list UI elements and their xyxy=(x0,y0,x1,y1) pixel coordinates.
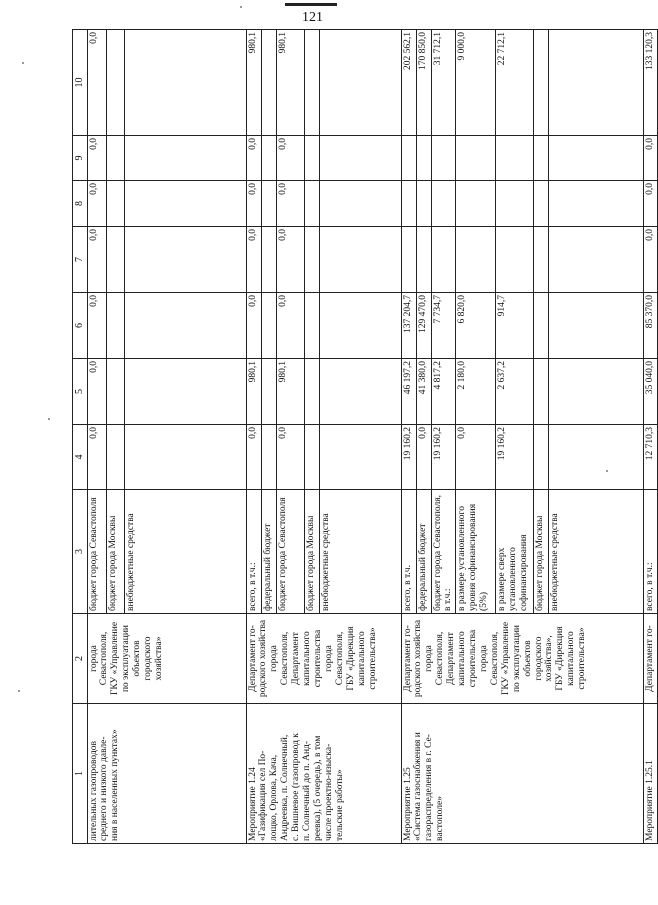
value-cell-col-9 xyxy=(549,136,644,181)
value-cell-col-9: 0,0 xyxy=(87,136,106,181)
column-number: 5 xyxy=(73,359,88,425)
value-cell-col-7 xyxy=(124,227,246,293)
value-cell-col-4 xyxy=(106,425,124,490)
value-cell-col-9 xyxy=(416,136,431,181)
activity-line: Андреевка, п. Солнечный, xyxy=(280,734,291,841)
executor-line: ГБУ «Дирекция xyxy=(555,626,566,691)
executor-line: города xyxy=(269,645,280,672)
funding-source-cell: бюджет города Москвы xyxy=(534,490,549,614)
executor-line: города xyxy=(88,645,99,672)
activity-line: газораспределения в г. Се- xyxy=(424,734,435,841)
executor-line: ГБУ «Дирекция xyxy=(345,626,356,691)
value-cell-col-7 xyxy=(456,227,496,293)
value-cell-col-4: 0,0 xyxy=(276,425,304,490)
value-cell-col-10 xyxy=(124,30,246,136)
value-cell-col-7 xyxy=(304,227,319,293)
table-row xyxy=(246,30,261,844)
executor-line: строительства xyxy=(313,629,324,688)
value-cell-col-6 xyxy=(261,293,276,359)
value-cell-col-8 xyxy=(496,181,534,227)
value-cell-col-7: 0,0 xyxy=(644,227,658,293)
value-cell-col-9 xyxy=(431,136,456,181)
value-cell-col-4: 19 160,2 xyxy=(401,425,416,490)
value-cell-col-4 xyxy=(304,425,319,490)
value-cell-col-9: 0,0 xyxy=(246,136,261,181)
value-cell-col-8 xyxy=(431,181,456,227)
value-cell-col-4: 12 710,3 xyxy=(644,425,658,490)
value-cell-col-4: 19 160,2 xyxy=(496,425,534,490)
activity-line: Мероприятие 1.25 xyxy=(402,767,413,841)
value-cell-col-5: 980,1 xyxy=(276,359,304,425)
value-cell-col-8 xyxy=(401,181,416,227)
value-cell-col-6: 914,7 xyxy=(496,293,534,359)
executor-line: строительства» xyxy=(577,627,588,690)
column-number: 7 xyxy=(73,227,88,293)
executor-line: капитального xyxy=(457,631,468,686)
scan-speck xyxy=(48,418,50,420)
value-cell-col-4 xyxy=(534,425,549,490)
funding-source-cell: бюджет города Москвы xyxy=(304,490,319,614)
value-cell-col-5 xyxy=(319,359,401,425)
value-cell-col-10: 31 712,1 xyxy=(431,30,456,136)
value-cell-col-7 xyxy=(416,227,431,293)
value-cell-col-4: 0,0 xyxy=(87,425,106,490)
value-cell-col-6 xyxy=(534,293,549,359)
value-cell-col-6 xyxy=(319,293,401,359)
activity-cell xyxy=(401,704,644,844)
value-cell-col-10: 980,1 xyxy=(276,30,304,136)
activity-line: реевка), (5 очередь), в том xyxy=(313,735,324,841)
funding-source-cell: бюджет города Севастополя xyxy=(87,490,106,614)
value-cell-col-9: 0,0 xyxy=(276,136,304,181)
column-number: 3 xyxy=(73,490,88,614)
value-cell-col-4: 0,0 xyxy=(456,425,496,490)
executor-cell xyxy=(87,614,246,704)
value-cell-col-9 xyxy=(534,136,549,181)
executor-line: Департамент xyxy=(291,632,302,685)
activity-line: числе проектно-изыска- xyxy=(323,743,334,841)
value-cell-col-8: 0,0 xyxy=(276,181,304,227)
executor-line: капитального xyxy=(302,631,313,686)
executor-line: ГКУ «Управление xyxy=(110,621,121,696)
executor-line: Департамент го- xyxy=(402,625,413,692)
value-cell-col-6 xyxy=(124,293,246,359)
activity-line: тельские работы» xyxy=(334,769,345,841)
value-cell-col-7 xyxy=(319,227,401,293)
scan-speck xyxy=(22,62,24,64)
executor-line: хозяйства» xyxy=(154,636,165,681)
value-cell-col-6 xyxy=(549,293,644,359)
value-cell-col-7 xyxy=(401,227,416,293)
value-cell-col-5 xyxy=(106,359,124,425)
executor-line: по эксплуатации xyxy=(121,624,132,693)
activity-cell xyxy=(644,704,658,844)
value-cell-col-10 xyxy=(319,30,401,136)
value-cell-col-5: 980,1 xyxy=(246,359,261,425)
executor-line: хозяйства», xyxy=(544,635,555,682)
executor-line: городского xyxy=(143,636,154,681)
executor-cell xyxy=(246,614,401,704)
activity-line: п. Солнечный до п. Анд- xyxy=(302,740,313,841)
funding-source-cell: федеральный бюджет xyxy=(261,490,276,614)
value-cell-col-7 xyxy=(431,227,456,293)
funding-source-cell: в размере установленного уровня софинансирования (5%) xyxy=(456,490,496,614)
value-cell-col-6 xyxy=(304,293,319,359)
value-cell-col-8 xyxy=(534,181,549,227)
value-cell-col-5 xyxy=(261,359,276,425)
value-cell-col-5: 46 197,2 xyxy=(401,359,416,425)
funding-source-cell: в размере сверх установленного софинансирования xyxy=(496,490,534,614)
value-cell-col-6: 7 734,7 xyxy=(431,293,456,359)
executor-line: родского хозяйства xyxy=(413,619,424,698)
column-number-row xyxy=(73,30,88,844)
activity-line: среднего и низкого давле- xyxy=(99,736,110,841)
value-cell-col-5: 4 817,2 xyxy=(431,359,456,425)
budget-table xyxy=(72,29,658,844)
value-cell-col-10: 170 850,0 xyxy=(416,30,431,136)
value-cell-col-10: 9 000,0 xyxy=(456,30,496,136)
column-number: 8 xyxy=(73,181,88,227)
value-cell-col-5: 2 637,2 xyxy=(496,359,534,425)
value-cell-col-10 xyxy=(549,30,644,136)
value-cell-col-10: 133 120,3 xyxy=(644,30,658,136)
activity-line: лительных газопроводов xyxy=(88,741,99,841)
rotated-table-container xyxy=(72,30,656,844)
value-cell-col-6: 129 470,0 xyxy=(416,293,431,359)
value-cell-col-4: 0,0 xyxy=(416,425,431,490)
executor-line: Севастополя, xyxy=(334,631,345,686)
activity-line: ния в населенных пунктах» xyxy=(110,729,121,841)
value-cell-col-9 xyxy=(106,136,124,181)
column-number: 2 xyxy=(73,614,88,704)
column-number: 6 xyxy=(73,293,88,359)
executor-line: Севастополя, xyxy=(489,631,500,686)
activity-cell xyxy=(87,704,246,844)
value-cell-col-4: 19 160,2 xyxy=(431,425,456,490)
funding-source-cell: бюджет города Севастополя xyxy=(276,490,304,614)
value-cell-col-5: 0,0 xyxy=(87,359,106,425)
value-cell-col-7 xyxy=(261,227,276,293)
executor-line: строительства xyxy=(468,629,479,688)
value-cell-col-7: 0,0 xyxy=(276,227,304,293)
page-number: 121 xyxy=(302,10,323,25)
value-cell-col-9 xyxy=(456,136,496,181)
value-cell-col-9 xyxy=(496,136,534,181)
executor-line: Севастополя, xyxy=(99,631,110,686)
value-cell-col-4 xyxy=(124,425,246,490)
funding-source-cell: бюджет города Москвы xyxy=(106,490,124,614)
executor-line: города xyxy=(424,645,435,672)
value-cell-col-6: 85 370,0 xyxy=(644,293,658,359)
value-cell-col-6: 6 820,0 xyxy=(456,293,496,359)
activity-line: лощко, Орлова, Кача, xyxy=(269,754,280,841)
value-cell-col-10: 980,1 xyxy=(246,30,261,136)
activity-line: «Газификация сел По- xyxy=(258,750,269,841)
value-cell-col-8 xyxy=(319,181,401,227)
table-row xyxy=(401,30,416,844)
column-number: 4 xyxy=(73,425,88,490)
table-row xyxy=(644,30,658,844)
value-cell-col-9 xyxy=(124,136,246,181)
executor-line: капитального xyxy=(356,631,367,686)
value-cell-col-8 xyxy=(456,181,496,227)
executor-line: Севастополя, xyxy=(435,631,446,686)
activity-line: «Система газоснабжения и xyxy=(413,732,424,841)
value-cell-col-9: 0,0 xyxy=(644,136,658,181)
executor-line: городского xyxy=(533,636,544,681)
activity-line: с. Вишневое (газопровод к xyxy=(291,733,302,841)
value-cell-col-6: 137 204,7 xyxy=(401,293,416,359)
executor-cell xyxy=(644,614,658,704)
funding-source-cell: внебюджетные средства xyxy=(124,490,246,614)
funding-source-cell: всего, в т.ч. xyxy=(401,490,416,614)
value-cell-col-10: 22 712,1 xyxy=(496,30,534,136)
value-cell-col-9 xyxy=(319,136,401,181)
value-cell-col-10: 202 562,1 xyxy=(401,30,416,136)
executor-line: объектов xyxy=(522,640,533,677)
value-cell-col-5: 41 380,0 xyxy=(416,359,431,425)
scan-top-mark xyxy=(285,3,337,6)
value-cell-col-10 xyxy=(106,30,124,136)
value-cell-col-10 xyxy=(304,30,319,136)
value-cell-col-6 xyxy=(106,293,124,359)
funding-source-cell: бюджет города Севастополя, в т.ч.: xyxy=(431,490,456,614)
executor-line: объектов xyxy=(132,640,143,677)
activity-cell xyxy=(246,704,401,844)
value-cell-col-5 xyxy=(304,359,319,425)
table-body xyxy=(73,30,658,844)
value-cell-col-8: 0,0 xyxy=(246,181,261,227)
executor-line: города xyxy=(478,645,489,672)
executor-line: строительства» xyxy=(367,627,378,690)
value-cell-col-8 xyxy=(106,181,124,227)
executor-line: Департамент го- xyxy=(645,625,656,692)
value-cell-col-5: 35 040,0 xyxy=(644,359,658,425)
value-cell-col-7 xyxy=(549,227,644,293)
value-cell-col-4: 0,0 xyxy=(246,425,261,490)
value-cell-col-5 xyxy=(124,359,246,425)
funding-source-cell: внебюджетные средства xyxy=(549,490,644,614)
value-cell-col-5: 2 180,0 xyxy=(456,359,496,425)
executor-line: по эксплуатации xyxy=(511,624,522,693)
executor-line: ГКУ «Управление xyxy=(500,621,511,696)
funding-source-cell: всего, в т.ч.: xyxy=(644,490,658,614)
value-cell-col-8 xyxy=(124,181,246,227)
value-cell-col-6: 0,0 xyxy=(87,293,106,359)
activity-line: вастополе» xyxy=(435,796,446,841)
executor-line: родского хозяйства xyxy=(258,619,269,698)
executor-line: капитального xyxy=(566,631,577,686)
executor-line: города xyxy=(323,645,334,672)
value-cell-col-9 xyxy=(261,136,276,181)
column-number: 9 xyxy=(73,136,88,181)
scan-speck xyxy=(240,6,242,8)
column-number: 1 xyxy=(73,704,88,844)
value-cell-col-6: 0,0 xyxy=(276,293,304,359)
value-cell-col-7 xyxy=(496,227,534,293)
value-cell-col-8 xyxy=(416,181,431,227)
funding-source-cell: всего, в т.ч.: xyxy=(246,490,261,614)
value-cell-col-7 xyxy=(534,227,549,293)
executor-line: Севастополя, xyxy=(280,631,291,686)
value-cell-col-8: 0,0 xyxy=(644,181,658,227)
column-number: 10 xyxy=(73,30,88,136)
activity-line: Мероприятие 1.25.1 xyxy=(645,760,656,841)
value-cell-col-9 xyxy=(304,136,319,181)
value-cell-col-10 xyxy=(261,30,276,136)
value-cell-col-10 xyxy=(534,30,549,136)
executor-cell xyxy=(401,614,644,704)
activity-line: Мероприятие 1.24 xyxy=(247,767,258,841)
value-cell-col-7: 0,0 xyxy=(246,227,261,293)
executor-line: Департамент xyxy=(446,632,457,685)
value-cell-col-4 xyxy=(261,425,276,490)
value-cell-col-5 xyxy=(534,359,549,425)
value-cell-col-8 xyxy=(261,181,276,227)
table-row xyxy=(87,30,106,844)
value-cell-col-4 xyxy=(549,425,644,490)
value-cell-col-5 xyxy=(549,359,644,425)
value-cell-col-4 xyxy=(319,425,401,490)
value-cell-col-8 xyxy=(304,181,319,227)
funding-source-cell: внебюджетные средства xyxy=(319,490,401,614)
value-cell-col-6: 0,0 xyxy=(246,293,261,359)
value-cell-col-7: 0,0 xyxy=(87,227,106,293)
executor-line: Департамент го- xyxy=(247,625,258,692)
value-cell-col-7 xyxy=(106,227,124,293)
scan-speck xyxy=(18,690,20,692)
value-cell-col-8 xyxy=(549,181,644,227)
value-cell-col-9 xyxy=(401,136,416,181)
value-cell-col-8: 0,0 xyxy=(87,181,106,227)
value-cell-col-10: 0,0 xyxy=(87,30,106,136)
funding-source-cell: федеральный бюджет xyxy=(416,490,431,614)
